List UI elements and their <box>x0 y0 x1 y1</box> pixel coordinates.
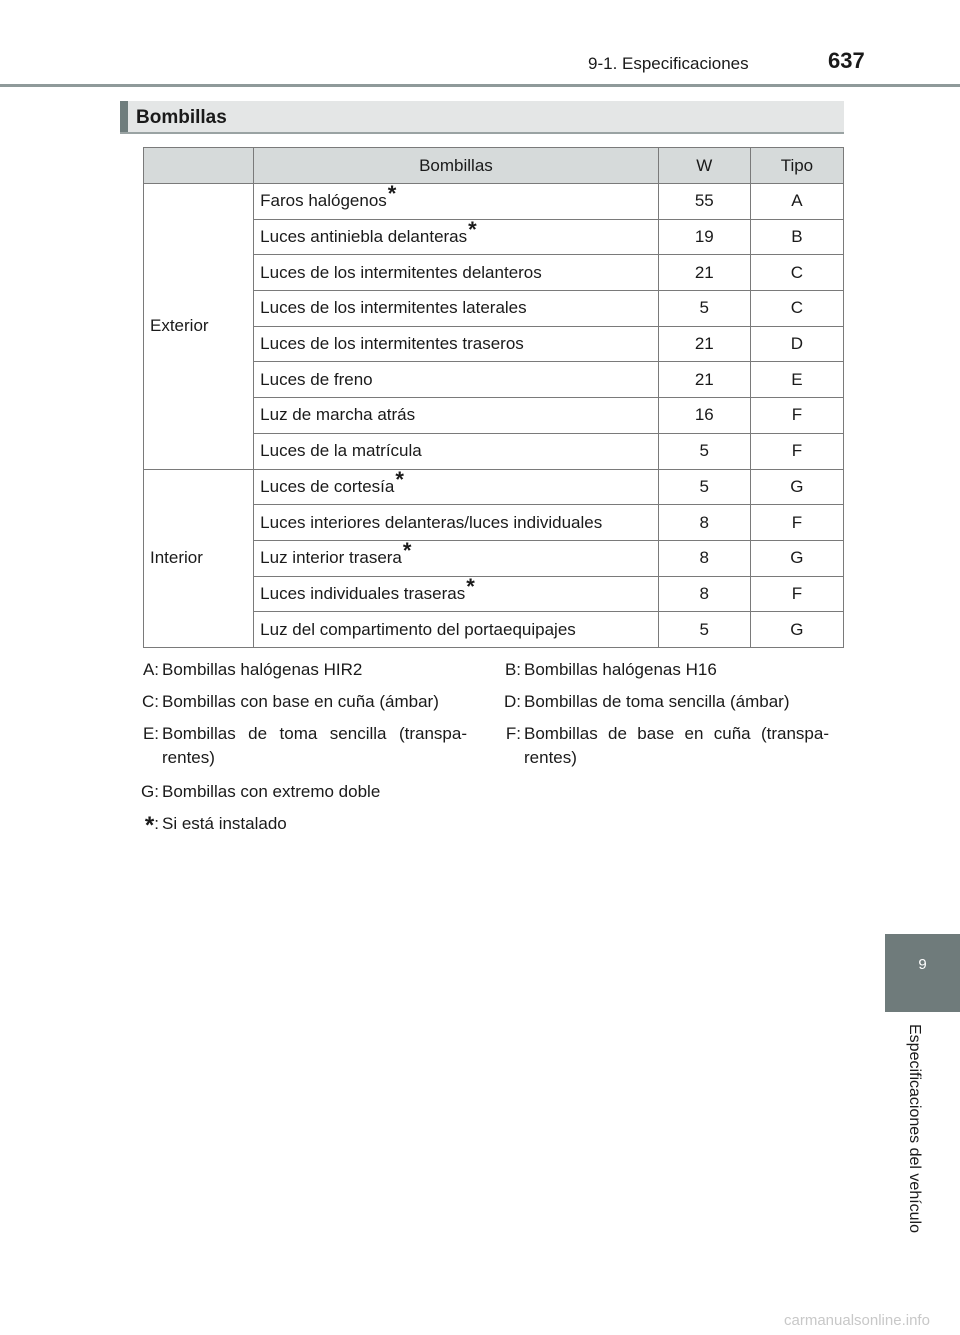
watermark: carmanualsonline.info <box>784 1312 930 1329</box>
asterisk-icon: * <box>466 573 475 599</box>
page-number: 637 <box>828 48 865 73</box>
bulb-name: Luz interior trasera <box>260 548 402 568</box>
bulb-name-cell <box>254 219 659 255</box>
bulb-wattage: 8 <box>658 576 750 612</box>
bulb-type: C <box>750 291 843 327</box>
bulb-type: G <box>750 469 843 505</box>
bulb-name-cell <box>254 612 659 648</box>
legend-item-c: C: Bombillas con base en cuña (ámbar) <box>142 692 439 711</box>
chapter-tab <box>885 934 960 1012</box>
bulb-name-cell <box>254 326 659 362</box>
bulb-wattage: 21 <box>658 362 750 398</box>
bulb-name-cell <box>254 362 659 398</box>
asterisk-icon: * <box>144 812 155 839</box>
legend-item-b: B: Bombillas halógenas H16 <box>504 660 717 679</box>
bulb-name-cell <box>254 573 659 612</box>
table-header-group <box>144 148 254 184</box>
group-label: Exterior <box>144 184 254 470</box>
asterisk-icon: * <box>402 538 412 564</box>
bulb-wattage: 5 <box>658 612 750 648</box>
bulb-name: Luces de los intermitentes traseros <box>260 334 524 354</box>
bulb-type: A <box>750 184 843 220</box>
bulb-name: Luces de los intermitentes delanteros <box>260 262 542 282</box>
bulb-name-cell <box>254 540 659 576</box>
table-header-w: W <box>658 148 750 184</box>
bulb-wattage: 21 <box>658 326 750 362</box>
bulb-name: Luces de freno <box>260 369 373 389</box>
bulb-name: Luz del compartimento del portaequipajes <box>260 619 576 639</box>
section-heading <box>120 101 844 134</box>
bulb-wattage: 5 <box>658 291 750 327</box>
bulb-type: B <box>750 219 843 255</box>
bulb-type: F <box>750 398 843 434</box>
bulb-wattage: 8 <box>658 505 750 541</box>
bulb-wattage: 8 <box>658 540 750 576</box>
table-row <box>144 184 844 220</box>
bulb-wattage: 5 <box>658 469 750 505</box>
chapter-number: 9 <box>918 956 927 973</box>
bulb-type: G <box>750 540 843 576</box>
legend-item-d: D: Bombillas de toma sencilla (ámbar) <box>504 692 790 711</box>
bulb-type: F <box>750 576 843 612</box>
bulb-wattage: 21 <box>658 255 750 291</box>
legend-item-a: A: Bombillas halógenas HIR2 <box>142 660 363 679</box>
bulb-name-cell <box>254 291 659 327</box>
bulb-name: Luces interiores delanteras/luces individuales <box>260 512 603 532</box>
table-header-bulbs: Bombillas <box>254 148 659 184</box>
bulb-wattage: 55 <box>658 184 750 220</box>
bulb-type: G <box>750 612 843 648</box>
bulb-name: Luces de cortesía <box>260 476 395 496</box>
bulb-type: F <box>750 433 843 469</box>
bulb-name: Luces de los intermitentes laterales <box>260 298 527 318</box>
bulb-name: Luces de la matrícula <box>260 441 422 461</box>
bulb-name: Luces individuales traseras <box>260 583 466 603</box>
bulb-type: C <box>750 255 843 291</box>
header-rule <box>0 84 960 87</box>
bulb-type: F <box>750 505 843 541</box>
bulb-type: D <box>750 326 843 362</box>
bulb-name: Faros halógenos <box>260 191 387 211</box>
bulb-wattage: 5 <box>658 433 750 469</box>
section-title: Bombillas <box>136 107 227 128</box>
bulb-name-cell <box>254 505 659 541</box>
bulb-wattage: 19 <box>658 219 750 255</box>
header-section-title: 9-1. Especificaciones <box>588 54 749 73</box>
bulb-name: Luces antiniebla delanteras <box>260 227 468 247</box>
legend-item-e: E: Bombillas de toma sencilla (transpa- rentes) <box>142 724 467 767</box>
legend-item-f: F: Bombillas de base en cuña (transpa- rentes) <box>505 724 829 767</box>
legend-item-g: G: Bombillas con extremo doble <box>141 782 381 801</box>
bulb-name-cell <box>254 466 659 505</box>
group-label: Interior <box>144 469 254 647</box>
bulb-type: E <box>750 362 843 398</box>
asterisk-icon: * <box>395 466 404 492</box>
legend-item-star: *: Si está instalado <box>144 812 287 839</box>
bulb-name-cell <box>254 433 659 469</box>
section-accent <box>120 101 128 132</box>
bulb-name-cell <box>254 398 659 434</box>
table-header-type: Tipo <box>750 148 843 184</box>
table-row <box>144 469 844 505</box>
chapter-label: Especificaciones del vehículo <box>906 1024 923 1234</box>
table-header-row <box>144 148 844 184</box>
bulb-name-cell <box>254 181 659 220</box>
asterisk-icon: * <box>387 181 397 207</box>
asterisk-icon: * <box>468 217 477 243</box>
bulb-name-cell <box>254 255 659 291</box>
bulb-wattage: 16 <box>658 398 750 434</box>
bulb-name: Luz de marcha atrás <box>260 405 416 425</box>
bulbs-table <box>143 147 844 648</box>
